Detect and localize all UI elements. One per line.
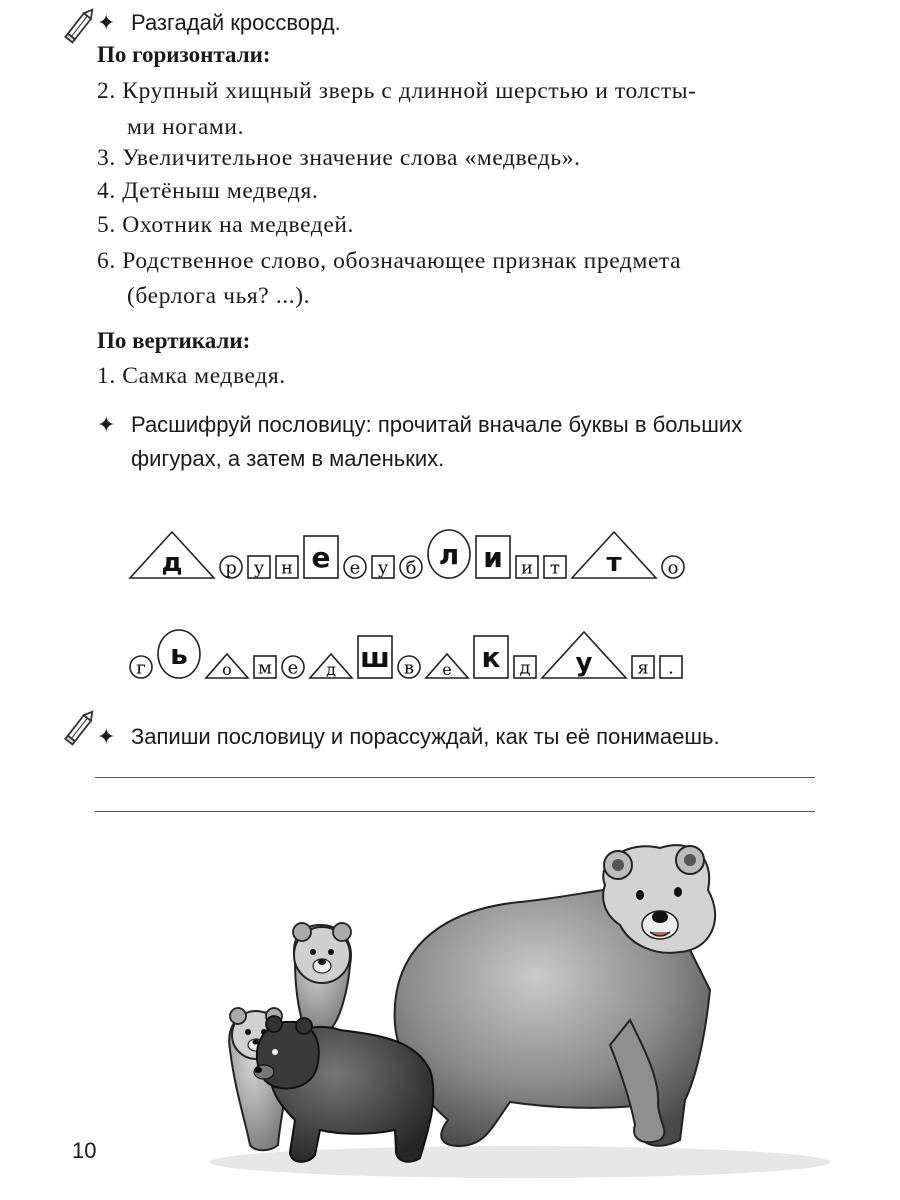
cipher-letter: д: [161, 548, 183, 578]
cipher-letter: д: [519, 657, 531, 679]
horizontal-item: 5. Охотник на медведей.: [97, 212, 355, 238]
cipher-letter: е: [287, 657, 299, 679]
horizontal-heading: По горизонтали:: [97, 42, 271, 67]
cipher-letter: к: [481, 641, 501, 675]
cipher-letter: у: [253, 557, 265, 579]
pencil-icon: [60, 706, 102, 748]
star-icon: ✦: [97, 10, 116, 35]
pencil-icon: [60, 4, 102, 46]
horizontal-item: 2. Крупный хищный зверь с длинной шерстью и толсты-: [97, 78, 697, 104]
cipher-square-big: [304, 536, 338, 578]
cipher-circle-big: [428, 530, 470, 578]
cipher-letter: ш: [360, 641, 390, 675]
cipher-square-small: [276, 556, 298, 578]
star-icon: ✦: [97, 412, 116, 437]
cipher-letter: о: [667, 557, 679, 579]
task3-text: Запиши пословицу и порассуждай, как ты её понимаешь.: [131, 724, 720, 749]
page-number: 10: [72, 1138, 97, 1163]
cipher-circle-small: [130, 656, 152, 678]
bears-illustration: [190, 840, 850, 1190]
horizontal-item: 4. Детёныш медведя.: [97, 178, 319, 204]
cipher-circle-small: [282, 656, 304, 678]
cipher-square-big: [474, 636, 508, 678]
cipher-square-small: [632, 656, 654, 678]
cipher-letter: у: [377, 557, 389, 579]
cipher-letter: в: [403, 657, 415, 679]
vertical-heading: По вертикали:: [97, 328, 251, 353]
cipher-square-small: [514, 656, 536, 678]
cipher-letter: и: [483, 541, 503, 575]
cipher-square-small: [254, 656, 276, 678]
horizontal-item: (берлога чья? ...).: [127, 283, 311, 309]
cipher-circle-big: [158, 630, 200, 678]
cipher-triangle-big: [130, 532, 214, 578]
cipher-letter: е: [311, 541, 331, 575]
cipher-triangle-small: [206, 654, 248, 679]
cipher-letter: н: [281, 557, 293, 579]
cipher-letter: м: [257, 657, 273, 679]
cipher-square-small: [660, 656, 682, 678]
cipher-letter: о: [222, 660, 232, 679]
cipher-letter: е: [442, 660, 452, 679]
cipher-square-small: [372, 556, 394, 578]
cipher-letter: т: [550, 557, 560, 579]
cipher-triangle-big: [542, 632, 626, 678]
cipher-letter: б: [405, 557, 417, 579]
star-icon: ✦: [97, 724, 116, 749]
cipher-square-small: [516, 556, 538, 578]
cipher-circle-small: [398, 656, 420, 678]
cipher-letter: я: [637, 657, 649, 679]
cipher-square-small: [248, 556, 270, 578]
cipher-letter: ь: [170, 638, 188, 672]
cipher-letter: у: [575, 648, 593, 678]
cipher-circle-small: [662, 556, 684, 578]
horizontal-item: 6. Родственное слово, обозначающее признак предмета: [97, 248, 682, 274]
cipher-triangle-small: [310, 654, 352, 679]
cipher-letter: р: [225, 557, 237, 579]
cipher-letter: и: [521, 557, 533, 579]
answer-line[interactable]: [95, 777, 815, 778]
task2-line2: фигурах, а затем в маленьких.: [131, 446, 445, 471]
cipher-letter: д: [326, 660, 336, 679]
cipher-letter: .: [668, 657, 674, 679]
cipher-letter: т: [606, 548, 622, 578]
cipher-puzzle: [0, 500, 900, 700]
horizontal-item: 3. Увеличительное значение слова «медведь».: [97, 145, 581, 171]
cipher-letter: л: [438, 538, 460, 572]
task2-line1: Расшифруй пословицу: прочитай вначале буквы в больших: [131, 412, 743, 437]
answer-line[interactable]: [95, 811, 815, 812]
cipher-square-small: [544, 556, 566, 578]
cipher-circle-small: [220, 556, 242, 578]
cipher-square-big: [358, 636, 392, 678]
cipher-circle-small: [400, 556, 422, 578]
cipher-square-big: [476, 536, 510, 578]
cipher-triangle-big: [572, 532, 656, 578]
task1-text: Разгадай кроссворд.: [131, 10, 341, 35]
cipher-letter: г: [136, 657, 146, 679]
horizontal-item: ми ногами.: [127, 114, 245, 140]
vertical-item: 1. Самка медведя.: [97, 363, 286, 389]
cipher-triangle-small: [426, 654, 468, 679]
cipher-circle-small: [344, 556, 366, 578]
cipher-letter: е: [349, 557, 361, 579]
